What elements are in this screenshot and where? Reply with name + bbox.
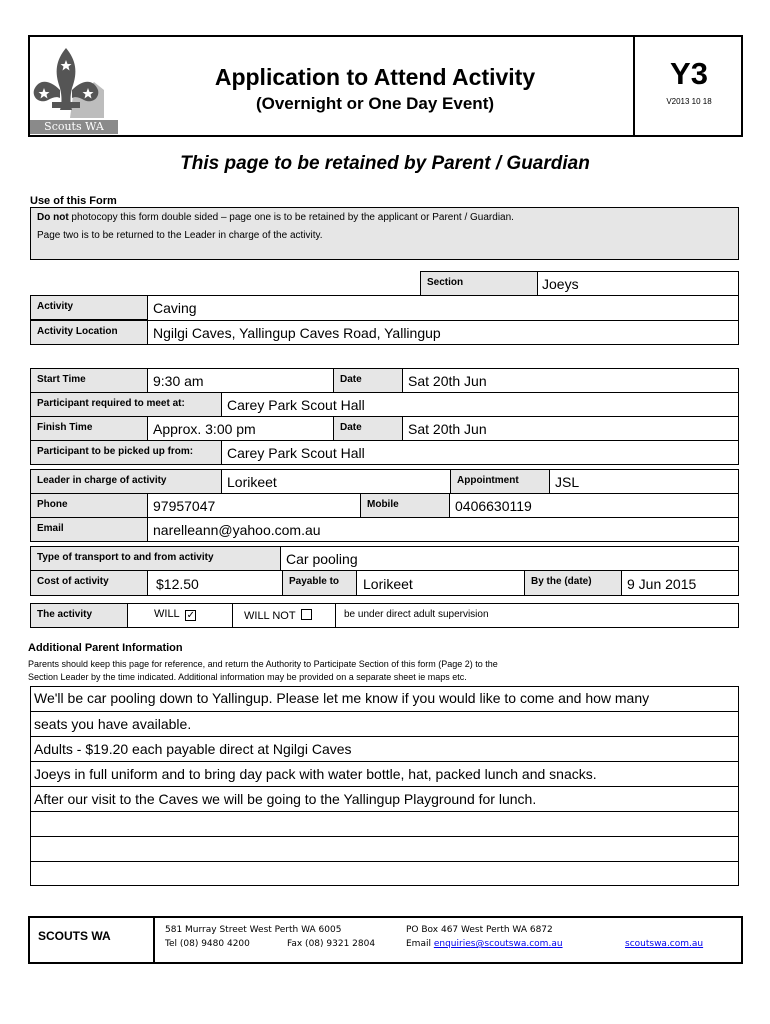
activity-value[interactable]: Caving [153,300,197,316]
will-text: WILL [154,608,180,620]
transport-label: Type of transport to and from activity [30,546,281,571]
location-value[interactable]: Ngilgi Caves, Yallingup Caves Road, Yallingup [153,325,441,341]
additional-instruction-2: Section Leader by the time indicated. Additional information may be provided on a separate sheet ie maps etc. [28,672,467,682]
will-not-text: WILL NOT [244,610,296,622]
transport-value[interactable]: Car pooling [286,551,358,567]
supervision-suffix: be under direct adult supervision [344,609,489,620]
additional-info-line[interactable]: Adults - $19.20 each payable direct at Ngilgi Caves [30,736,739,761]
by-date-value[interactable]: 9 Jun 2015 [627,576,697,592]
section-label: Section [420,271,538,296]
scouts-logo [30,38,118,134]
finish-date-value[interactable]: Sat 20th Jun [408,421,487,437]
use-of-form-line1 [37,212,514,223]
logo-text: Scouts WA [44,120,104,133]
footer-divider [153,916,155,964]
additional-info-line[interactable]: seats you have available. [30,711,739,736]
appointment-label: Appointment [450,469,550,494]
payable-to-label: Payable to [282,570,357,596]
footer-email-row [406,939,563,949]
footer-address: 581 Murray Street West Perth WA 6005 [165,925,342,935]
additional-heading: Additional Parent Information [28,642,183,654]
will-checkbox[interactable]: ✓ [186,610,196,621]
footer-po-box: PO Box 467 West Perth WA 6872 [406,925,553,935]
footer-website-link[interactable]: scoutswa.com.au [625,939,704,949]
supervision-sep-2 [335,603,336,628]
additional-info-line[interactable] [30,811,739,836]
supervision-sep-1 [232,603,233,628]
appointment-value[interactable]: JSL [555,474,580,490]
form-subtitle: (Overnight or One Day Event) [255,94,495,113]
additional-instruction-1: Parents should keep this page for reference, and return the Authority to Participate Section of this form (Page 2) to the [28,659,498,669]
location-label: Activity Location [30,320,148,345]
additional-info-line[interactable]: Joeys in full uniform and to bring day pack with water bottle, hat, packed lunch and snacks. [30,761,739,786]
use-of-form-heading: Use of this Form [30,195,117,207]
section-value: Joeys [542,276,579,292]
mobile-value[interactable]: 0406630119 [455,498,532,514]
activity-divider [148,320,739,321]
footer-fax: Fax (08) 9321 2804 [287,939,376,949]
will-not-option [244,608,312,622]
phone-label: Phone [30,493,148,518]
meet-at-label: Participant required to meet at: [30,392,222,417]
use-of-form-line2: Page two is to be returned to the Leader in charge of the activity. [37,230,323,241]
email-value[interactable]: narelleann@yahoo.com.au [153,522,321,538]
leader-value[interactable]: Lorikeet [227,474,277,490]
pickup-value[interactable]: Carey Park Scout Hall [227,445,365,461]
form-version: V2013 10 18 [666,97,712,106]
additional-info-line[interactable] [30,836,739,861]
pickup-label: Participant to be picked up from: [30,440,222,465]
form-code: Y3 [670,56,708,91]
footer-org: SCOUTS WA [38,929,111,943]
cost-value[interactable]: $12.50 [156,576,199,592]
start-time-value[interactable]: 9:30 am [153,373,204,389]
start-date-value[interactable]: Sat 20th Jun [408,373,487,389]
start-date-label: Date [333,368,403,393]
do-not-text: Do not [37,212,69,223]
footer-email-link[interactable]: enquiries@scoutswa.com.au [433,939,563,949]
email-label: Email [30,517,148,542]
by-date-label: By the (date) [524,570,622,596]
payable-to-value[interactable]: Lorikeet [363,576,413,592]
will-option [154,608,196,620]
additional-info-line[interactable] [30,861,739,886]
additional-info-line[interactable]: After our visit to the Caves we will be going to the Yallingup Playground for lunch. [30,786,739,811]
additional-info-line[interactable]: We'll be car pooling down to Yallingup. Please let me know if you would like to come and how many [34,690,650,706]
leader-label: Leader in charge of activity [30,469,222,494]
will-not-checkbox[interactable] [301,609,312,620]
form-title: Application to Attend Activity [214,64,536,90]
phone-value[interactable]: 97957047 [153,498,216,514]
use-of-form-line1-rest: photocopy this form double sided – page one is to be retained by the applicant or Parent / Guardian. [68,212,514,223]
activity-label: Activity [30,295,148,320]
footer-email-label: Email [406,939,434,949]
use-of-form-box [30,207,739,260]
finish-time-value[interactable]: Approx. 3:00 pm [153,421,256,437]
cost-label: Cost of activity [30,570,148,596]
meet-at-value[interactable]: Carey Park Scout Hall [227,397,365,413]
mobile-label: Mobile [360,493,450,518]
start-time-label: Start Time [30,368,148,393]
retain-notice: This page to be retained by Parent / Guardian [180,153,590,174]
supervision-label: The activity [30,603,128,628]
finish-date-label: Date [333,416,403,441]
finish-time-label: Finish Time [30,416,148,441]
footer-tel: Tel (08) 9480 4200 [165,939,250,949]
